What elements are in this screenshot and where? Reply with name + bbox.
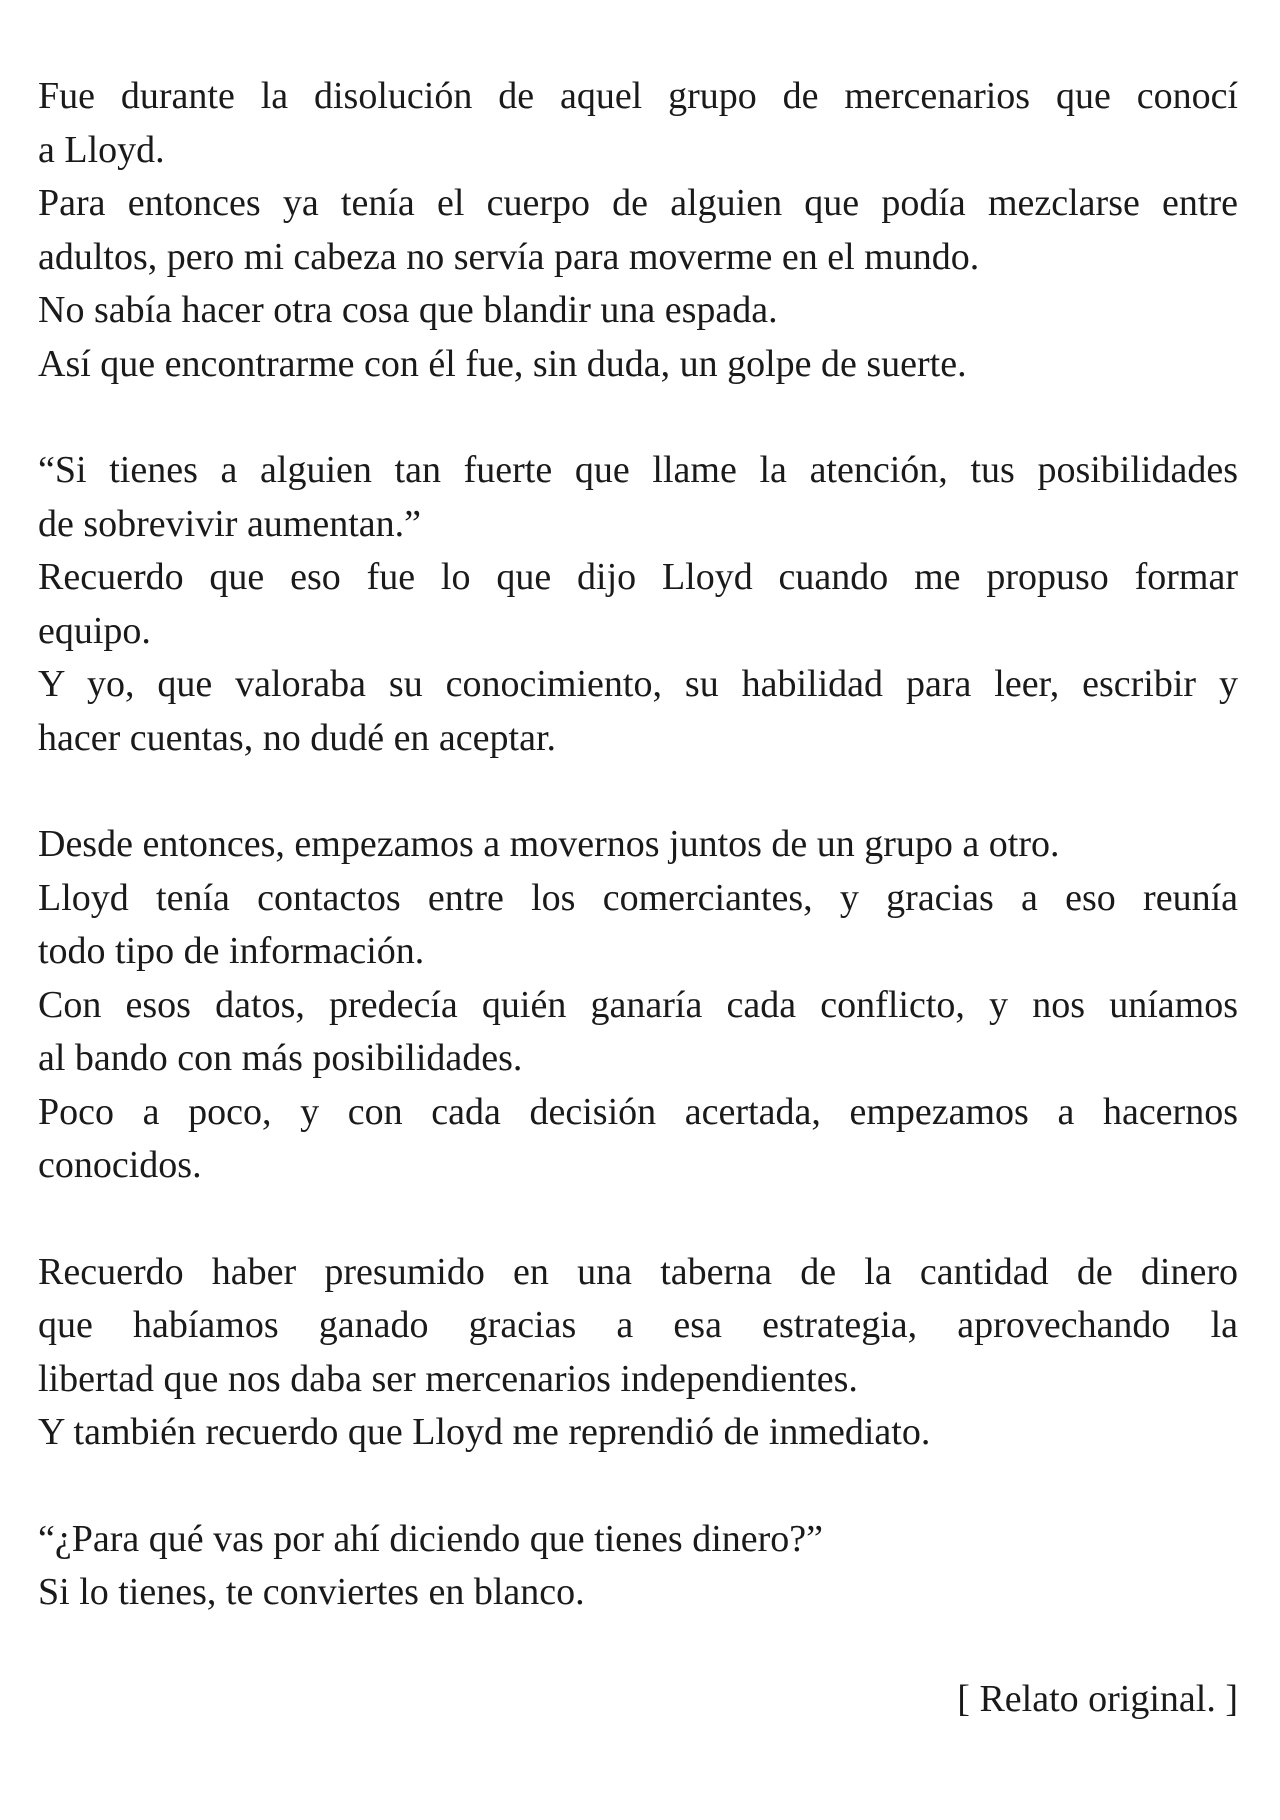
text-line: Desde entonces, empezamos a movernos juntos de un grupo a otro. bbox=[38, 823, 1060, 865]
text-line: a Lloyd. bbox=[38, 128, 165, 171]
paragraph-5 bbox=[38, 1513, 1238, 1620]
text-line: Fue durante la disolución de aquel grupo de mercenarios que conocí bbox=[38, 75, 1238, 117]
text-line: adultos, pero mi cabeza no servía para moverme en el mundo. bbox=[38, 235, 980, 278]
signature: [ Relato original. ] bbox=[957, 1677, 1238, 1720]
text-line: Así que encontrarme con él fue, sin duda, un golpe de suerte. bbox=[38, 342, 967, 385]
text-line: libertad que nos daba ser mercenarios independientes. bbox=[38, 1357, 858, 1400]
text-line: Para entonces ya tenía el cuerpo de alguien que podía mezclarse entre bbox=[38, 182, 1238, 224]
text-line: Poco a poco, y con cada decisión acertada, empezamos a hacernos bbox=[38, 1090, 1238, 1133]
text-line: conocidos. bbox=[38, 1144, 202, 1186]
text-line: que habíamos ganado gracias a esa estrategia, aprovechando la bbox=[38, 1304, 1238, 1346]
text-line: al bando con más posibilidades. bbox=[38, 1037, 523, 1079]
text-line: hacer cuentas, no dudé en aceptar. bbox=[38, 716, 557, 759]
text-line: Con esos datos, predecía quién ganaría cada conflicto, y nos uníamos bbox=[38, 983, 1238, 1026]
paragraph-3 bbox=[38, 818, 1238, 1193]
paragraph-4 bbox=[38, 1246, 1238, 1460]
text-line: de sobrevivir aumentan.” bbox=[38, 502, 422, 545]
paragraph-2 bbox=[38, 444, 1238, 765]
text-line: Recuerdo que eso fue lo que dijo Lloyd cuando me propuso formar bbox=[38, 556, 1238, 598]
text-line: Y también recuerdo que Lloyd me reprendió de inmediato. bbox=[38, 1411, 931, 1453]
text-line: Recuerdo haber presumido en una taberna de la cantidad de dinero bbox=[38, 1250, 1238, 1293]
text-line: Y yo, que valoraba su conocimiento, su habilidad para leer, escribir y bbox=[38, 663, 1238, 705]
text-line: Lloyd tenía contactos entre los comerciantes, y gracias a eso reunía bbox=[38, 876, 1238, 919]
text-line: No sabía hacer otra cosa que blandir una espada. bbox=[38, 289, 778, 331]
text-line: todo tipo de información. bbox=[38, 930, 425, 972]
text-line: “Si tienes a alguien tan fuerte que llame la atención, tus posibilidades bbox=[38, 449, 1238, 491]
paragraph-1 bbox=[38, 70, 1238, 391]
text-line: equipo. bbox=[38, 609, 151, 652]
text-line: Si lo tienes, te conviertes en blanco. bbox=[38, 1571, 585, 1613]
document-page bbox=[38, 70, 1238, 1726]
text-line: “¿Para qué vas por ahí diciendo que tienes dinero?” bbox=[38, 1517, 824, 1560]
